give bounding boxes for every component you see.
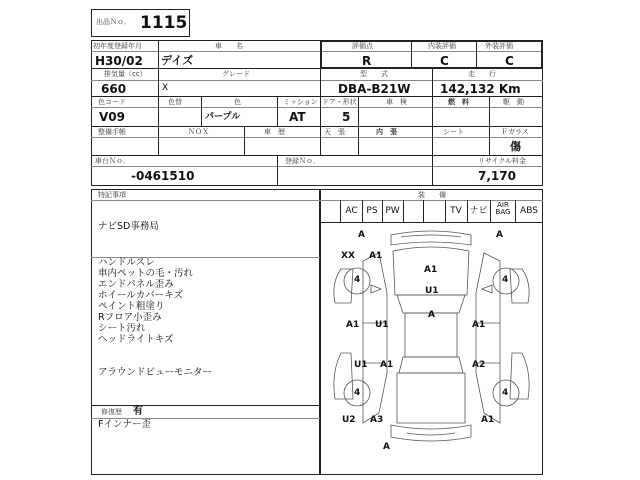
grade: X (162, 83, 169, 93)
remark-item-4: ホイールカバーキズ (98, 290, 184, 301)
chassis-label: 車台Ｎｏ． (95, 157, 130, 165)
glass-label: Ｆガラス (501, 128, 529, 136)
history-label: 車 歴 (264, 128, 285, 136)
tire-rear-left: 4 (354, 388, 361, 398)
grade-label: グレード (222, 70, 250, 78)
seat-label: シート (443, 128, 464, 136)
damage-rear-left-a1: A1 (380, 360, 394, 370)
year-label: 初年度登録年月 (93, 42, 142, 50)
doors: 5 (342, 110, 351, 124)
first-registration: H30/02 (95, 54, 143, 68)
equipment-abs: ABS (520, 206, 538, 216)
color-change-label: 色替 (168, 98, 182, 106)
damage-left-u1: U1 (375, 320, 389, 330)
remark-line-1: ナビSD事務局 (98, 221, 159, 232)
remark-item-5: ペイント粗塗り (98, 301, 165, 312)
score-label: 評価点 (352, 42, 373, 50)
equipment-ps: PS (366, 206, 378, 216)
fuel-label: 燃 料 (448, 98, 469, 106)
interior-score: C (440, 54, 449, 68)
damage-rear-left-u1: U1 (354, 360, 368, 370)
damage-rear-right-a2: A2 (472, 360, 486, 370)
registration-label: 登録Ｎｏ． (285, 157, 320, 165)
damage-front-right: A (496, 230, 503, 240)
recycle-fee: 7,170 (478, 169, 516, 183)
inner-lining-label: 内 張 (376, 128, 397, 136)
displacement-label: 排気量（cc） (104, 70, 147, 78)
damage-hood-u1: U1 (425, 286, 439, 296)
equipment-ac: AC (345, 206, 358, 216)
color-code-label: 色コード (98, 98, 126, 106)
remark-item-1: ハンドルスレ (98, 257, 155, 268)
roof-lining-label: 天 張 (324, 128, 345, 136)
lot-number-label: 出品Ｎｏ． (96, 18, 131, 26)
remark-item-7: シート汚れ (98, 323, 146, 334)
color-code: V09 (99, 110, 125, 124)
displacement: 660 (101, 82, 127, 96)
repair-note: Fインナー歪 (98, 419, 151, 430)
repair-history-label: 修復歴 (101, 408, 122, 416)
recycle-label: リサイクル料金 (478, 157, 527, 165)
tire-front-right: 4 (502, 275, 509, 285)
mission: AT (289, 110, 306, 124)
manual-label: 整備手帳 (98, 128, 126, 136)
exterior-label: 外装評価 (485, 42, 513, 50)
equipment-pw: PW (385, 206, 400, 216)
model-label: 型 式 (360, 70, 388, 78)
chassis-number: -0461510 (131, 169, 195, 183)
damage-rear-center: A (383, 442, 390, 452)
lot-number-box (91, 9, 190, 37)
damage-rear-bottom-a1: A1 (481, 415, 495, 425)
remark-item-6: Rフロア小歪み (98, 312, 162, 323)
color: パープル (205, 112, 241, 122)
damage-fender-a1: A1 (369, 251, 383, 261)
nox-label: ＮＯＸ (188, 128, 209, 136)
equipment-label: 装 備 (418, 191, 446, 199)
interior-label: 内装評価 (428, 42, 456, 50)
damage-front-left: A (358, 230, 365, 240)
equipment-tv: TV (450, 206, 462, 216)
remark-line-2: アラウンドビューモニター (98, 367, 213, 378)
car-name-label: 車 名 (215, 42, 243, 50)
model-code: DBA-B21W (338, 82, 411, 96)
remark-item-3: エンドパネル歪み (98, 279, 174, 290)
equipment-navi: ナビ (469, 206, 488, 216)
front-glass: 傷 (510, 140, 521, 153)
damage-left-a1: A1 (346, 320, 360, 330)
exterior-score: C (505, 54, 514, 68)
inspection-label: 車 検 (386, 98, 407, 106)
mileage: 142,132 Km (440, 82, 521, 96)
overall-score: R (362, 54, 372, 68)
tire-front-left: 4 (354, 275, 361, 285)
remarks-label: 特記事項 (98, 191, 126, 199)
damage-u2: U2 (342, 415, 356, 425)
damage-hood-a1: A1 (424, 265, 438, 275)
drive-label: 駆 動 (503, 98, 524, 106)
remark-item-8: ヘッドライトキズ (98, 334, 174, 345)
damage-roof: A (428, 310, 435, 320)
equipment-airbag: AIR BAG (495, 201, 511, 217)
tire-rear-right: 4 (502, 388, 509, 398)
color-label: 色 (234, 98, 241, 106)
car-name: デイズ (161, 54, 194, 67)
remark-item-2: 車内ペットの毛・汚れ (98, 268, 194, 279)
lot-number: 1115 (140, 13, 188, 33)
damage-xx: XX (341, 251, 355, 261)
doors-label: ドア・形状 (322, 98, 357, 106)
damage-a3: A3 (370, 415, 384, 425)
mileage-label: 走 行 (468, 70, 496, 78)
damage-right-a1: A1 (472, 320, 486, 330)
mission-label: ミッション (283, 98, 318, 106)
repair-history: 有 (133, 406, 143, 417)
